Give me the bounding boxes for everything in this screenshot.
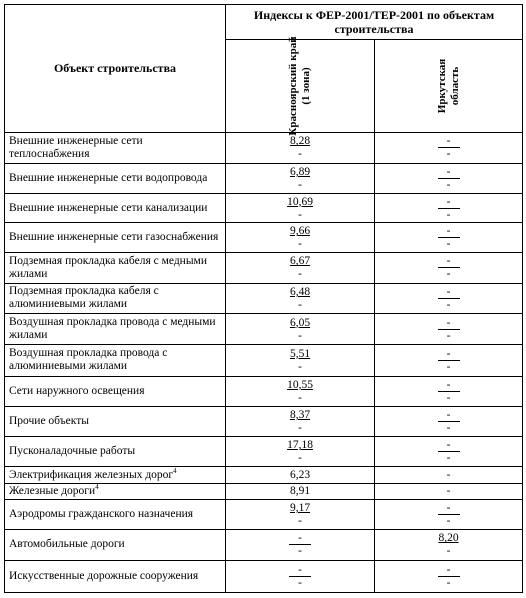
object-name: Аэродромы гражданского назначения [9, 507, 194, 520]
indices-group-header: Индексы к ФЕР-2001/ТЕР-2001 по объектам строительства [226, 5, 523, 40]
object-name-cell [5, 164, 226, 194]
index-value-secondary: - [446, 577, 451, 590]
index-value: - [438, 318, 460, 330]
index-value: - [289, 533, 311, 545]
irkutsk-value-cell [375, 407, 523, 437]
index-value-secondary: - [446, 421, 451, 434]
index-value-secondary: - [298, 514, 302, 527]
object-name-cell [5, 253, 226, 284]
krasnoyarsk-value-cell [226, 344, 375, 376]
table-body [5, 5, 523, 593]
header-row-1 [5, 5, 523, 40]
object-name: Внешние инженерные сети газоснабжения [9, 231, 219, 244]
index-value: - [438, 287, 460, 299]
krasnoyarsk-value-cell [226, 253, 375, 284]
index-value: 6,05 [289, 316, 311, 329]
krasnoyarsk-value-cell [226, 561, 375, 593]
index-value-secondary: - [446, 268, 451, 281]
index-value: - [438, 136, 460, 148]
irkutsk-value-cell [375, 223, 523, 253]
irkutsk-value-cell [375, 561, 523, 593]
index-value-secondary: - [446, 148, 451, 161]
object-name-cell [5, 193, 226, 223]
index-value-secondary: - [298, 179, 302, 192]
krasnoyarsk-value-cell [226, 164, 375, 194]
index-value: - [438, 410, 460, 422]
object-name-cell [5, 529, 226, 561]
table-row [5, 376, 523, 407]
table-row [5, 344, 523, 376]
footnote-mark: 4 [95, 483, 99, 492]
index-value-secondary: - [446, 360, 451, 373]
krasnoyarsk-value-cell [226, 193, 375, 223]
object-name: Прочие объекты [9, 414, 89, 427]
index-value-secondary: - [446, 329, 451, 342]
table-row [5, 436, 523, 467]
index-value-secondary: - [446, 298, 451, 311]
index-value: - [446, 484, 451, 497]
index-value: 9,66 [289, 225, 311, 238]
table-row [5, 467, 523, 483]
object-name-cell [5, 283, 226, 314]
index-value: 6,23 [289, 468, 311, 481]
index-value: - [438, 503, 460, 515]
table-row [5, 483, 523, 499]
index-value: 10,69 [287, 195, 313, 208]
region-label-krasnoyarsk: Красноярский край (1 зона) [287, 36, 312, 136]
index-value-secondary: - [446, 238, 451, 251]
object-name: Внешние инженерные сети теплоснабжения [9, 134, 143, 160]
irkutsk-value-cell [375, 344, 523, 376]
index-value-secondary: - [446, 391, 451, 404]
index-value: - [438, 256, 460, 268]
object-name-cell [5, 467, 226, 483]
object-name-cell [5, 561, 226, 593]
krasnoyarsk-value-cell [226, 483, 375, 499]
table-row [5, 193, 523, 223]
index-value: - [438, 440, 460, 452]
index-value: 6,48 [289, 285, 311, 298]
irkutsk-value-cell [375, 164, 523, 194]
index-value: - [438, 349, 460, 361]
index-value: - [438, 380, 460, 392]
index-value: - [438, 167, 460, 179]
index-value-secondary: - [298, 545, 302, 558]
index-value-secondary: - [446, 545, 451, 558]
object-name: Воздушная прокладка провода с медными жилами [9, 316, 216, 342]
table-row [5, 223, 523, 253]
irkutsk-value-cell [375, 376, 523, 407]
object-name: Внешние инженерные сети канализации [9, 201, 208, 214]
object-column-header: Объект строительства [5, 5, 226, 133]
object-name: Железные дороги [9, 484, 96, 497]
irkutsk-value-cell [375, 314, 523, 345]
irkutsk-value-cell [375, 529, 523, 561]
index-value-secondary: - [298, 298, 302, 311]
krasnoyarsk-value-cell [226, 407, 375, 437]
irkutsk-value-cell [375, 467, 523, 483]
index-value-secondary: - [298, 268, 302, 281]
table-row [5, 407, 523, 437]
index-value: 6,89 [289, 166, 311, 179]
region-header-krasnoyarsk [226, 36, 375, 136]
index-value-secondary: - [298, 329, 302, 342]
index-value: - [438, 565, 460, 577]
irkutsk-value-cell [375, 483, 523, 499]
footnote-mark: 4 [173, 466, 177, 475]
index-value: 8,91 [289, 484, 311, 497]
krasnoyarsk-value-cell [226, 376, 375, 407]
krasnoyarsk-value-cell [226, 529, 375, 561]
table-row [5, 561, 523, 593]
index-value-secondary: - [298, 577, 302, 590]
object-name-cell [5, 483, 226, 499]
index-value-secondary: - [446, 452, 451, 465]
table-row [5, 529, 523, 561]
index-value: 8,20 [438, 532, 459, 545]
object-name-cell [5, 314, 226, 345]
object-name-cell [5, 223, 226, 253]
table-row [5, 500, 523, 530]
index-value: 10,55 [287, 378, 313, 391]
index-value-secondary: - [298, 421, 302, 434]
irkutsk-value-cell [375, 193, 523, 223]
region-header-irkutsk [375, 39, 523, 132]
object-name-cell [5, 500, 226, 530]
index-value: 8,37 [289, 408, 311, 421]
index-value: - [438, 226, 460, 238]
object-name: Подземная прокладка кабеля с алюминиевыми жилами [9, 285, 159, 311]
table-row [5, 164, 523, 194]
object-name-cell [5, 407, 226, 437]
index-table [4, 4, 523, 593]
object-name: Сети наружного освещения [9, 384, 145, 397]
object-name: Электрификация железных дорог [9, 468, 174, 481]
irkutsk-value-cell [375, 436, 523, 467]
object-name: Пусконаладочные работы [9, 445, 136, 458]
index-value-secondary: - [446, 208, 451, 221]
index-value: 8,28 [289, 135, 311, 148]
index-value-secondary: - [446, 514, 451, 527]
table-row [5, 283, 523, 314]
index-value: 5,51 [289, 347, 311, 360]
table-row [5, 132, 523, 164]
object-name: Автомобильные дороги [9, 538, 125, 551]
index-value: - [446, 468, 451, 481]
krasnoyarsk-value-cell [226, 436, 375, 467]
object-name-cell [5, 344, 226, 376]
krasnoyarsk-value-cell [226, 223, 375, 253]
object-name-cell [5, 132, 226, 164]
krasnoyarsk-value-cell [226, 500, 375, 530]
region-label-irkutsk: Иркутская область [435, 58, 461, 113]
table-row [5, 253, 523, 284]
table-row [5, 314, 523, 345]
irkutsk-value-cell [375, 253, 523, 284]
index-value: - [289, 565, 311, 577]
object-name: Воздушная прокладка провода с алюминиевыми жилами [9, 347, 168, 373]
index-value: - [438, 197, 460, 209]
irkutsk-value-cell [375, 500, 523, 530]
index-value: 9,17 [289, 501, 311, 514]
object-name: Подземная прокладка кабеля с медными жилами [9, 254, 207, 280]
index-value-secondary: - [298, 391, 302, 404]
index-value-secondary: - [298, 452, 302, 465]
index-value: 6,67 [289, 255, 311, 268]
object-name: Искусственные дорожные сооружения [9, 570, 199, 583]
index-value-secondary: - [298, 360, 302, 373]
object-name-cell [5, 376, 226, 407]
index-value-secondary: - [446, 179, 451, 192]
krasnoyarsk-value-cell [226, 467, 375, 483]
index-value: 17,18 [287, 439, 313, 452]
object-name: Внешние инженерные сети водопровода [9, 172, 208, 185]
irkutsk-value-cell [375, 132, 523, 164]
index-value-secondary: - [298, 208, 302, 221]
index-value-secondary: - [298, 238, 302, 251]
krasnoyarsk-value-cell [226, 314, 375, 345]
object-name-cell [5, 436, 226, 467]
krasnoyarsk-value-cell [226, 283, 375, 314]
irkutsk-value-cell [375, 283, 523, 314]
index-value-secondary: - [298, 148, 302, 161]
